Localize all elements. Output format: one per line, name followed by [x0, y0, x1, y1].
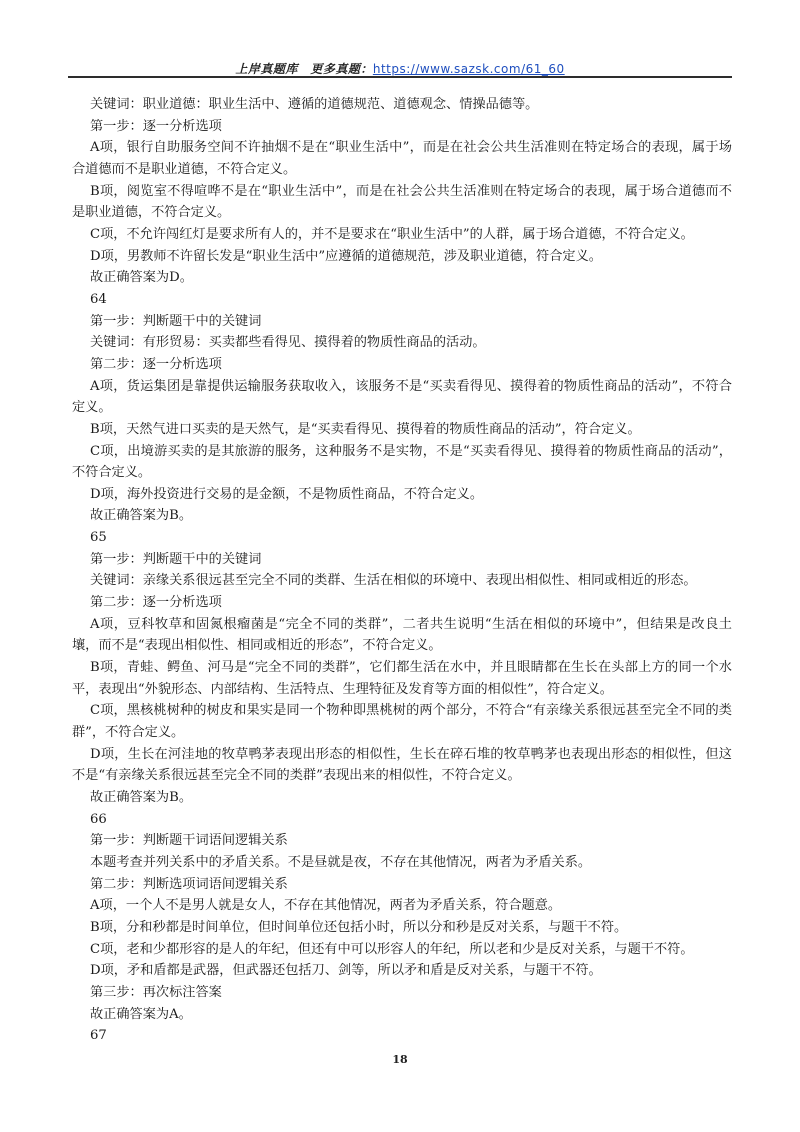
paragraph: D项，矛和盾都是武器，但武器还包括刀、剑等，所以矛和盾是反对关系，与题干不符。: [90, 963, 602, 979]
paragraph: C项，老和少都形容的是人的年纪，但还有中可以形容人的年纪，所以老和少是反对关系，与题干不符。: [90, 941, 694, 957]
paragraph: 第二步：判断选项词语间逻辑关系: [90, 876, 288, 892]
paragraph: B项，天然气进口买卖的是天然气，是“买卖看得见、摸得着的物质性商品的活动”，符合定义。: [90, 421, 641, 437]
document-body: [72, 94, 732, 1047]
paragraph: B项，青蛙、鳄鱼、河马是“完全不同的类群”，它们都生活在水中，并且眼睛都在生长在头部上方的同一个水平，表现出“外貌形态、内部结构、生活特点、生理特征及发育等方面的相似性”，符合定义。: [72, 660, 732, 697]
paragraph: B项，分和秒都是时间单位，但时间单位还包括小时，所以分和秒是反对关系，与题干不符。: [90, 919, 628, 935]
paragraph: D项，生长在河洼地的牧草鸭茅表现出形态的相似性，生长在碎石堆的牧草鸭茅也表现出形态的相似性，但这不是“有亲缘关系很远甚至完全不同的类群”表现出来的相似性，不符合定义。: [72, 746, 732, 784]
paragraph: 第三步：再次标注答案: [90, 984, 222, 1000]
paragraph: D项，男教师不许留长发是“职业生活中”应遵循的道德规范，涉及职业道德，符合定义。: [90, 248, 602, 264]
paragraph: 第一步：判断题干词语间逻辑关系: [90, 833, 288, 849]
paragraph: 关键词：有形贸易：买卖都些看得见、摸得着的物质性商品的活动。: [90, 335, 486, 351]
paragraph: D项，海外投资进行交易的是金额，不是物质性商品，不符合定义。: [90, 486, 484, 502]
header-label: 上岸真题库 更多真题：: [235, 62, 373, 76]
paragraph: A项，货运集团是靠提供运输服务获取收入，该服务不是“买卖看得见、摸得着的物质性商品的活动”，不符合定义。: [72, 378, 732, 416]
page-number: 18: [392, 1053, 408, 1066]
question-number: 67: [90, 1028, 107, 1044]
paragraph: 第二步：逐一分析选项: [90, 595, 222, 611]
paragraph: C项，不允许闯红灯是要求所有人的，并不是要求在“职业生活中”的人群，属于场合道德，不符合定义。: [90, 226, 694, 242]
paragraph: 第一步：判断题干中的关键词: [90, 551, 262, 567]
page-header: [0, 60, 800, 77]
paragraph: 故正确答案为B。: [90, 508, 193, 524]
header-link[interactable]: https://www.sazsk.com/61_60: [372, 62, 565, 76]
paragraph: 关键词：亲缘关系很远甚至完全不同的类群、生活在相似的环境中、表现出相似性、相同或相近的形态。: [90, 573, 697, 589]
paragraph: C项，黑核桃树种的树皮和果实是同一个物种即黑桃树的两个部分，不符合“有亲缘关系很远甚至完全不同的类群”，不符合定义。: [72, 703, 732, 741]
header-divider: [68, 76, 732, 78]
paragraph: A项，豆科牧草和固氮根瘤菌是“完全不同的类群”，二者共生说明“生活在相似的环境中”，但结果是改良土壤，而不是“表现出相似性、相同或相近的形态”，不符合定义。: [72, 616, 732, 654]
paragraph: A项，一个人不是男人就是女人，不存在其他情况，两者为矛盾关系，符合题意。: [90, 898, 562, 914]
question-number: 64: [90, 291, 107, 307]
paragraph: 故正确答案为D。: [90, 270, 193, 286]
paragraph: 第二步：逐一分析选项: [90, 356, 222, 372]
paragraph: 故正确答案为A。: [90, 1006, 192, 1022]
paragraph: 故正确答案为B。: [90, 790, 193, 805]
paragraph: 第一步：判断题干中的关键词: [90, 313, 262, 329]
question-number: 65: [90, 530, 107, 546]
question-number: 66: [90, 811, 107, 827]
paragraph: C项，出境游买卖的是其旅游的服务，这种服务不是实物，不是“买卖看得见、摸得着的物质性商品的活动”，不符合定义。: [72, 443, 732, 481]
paragraph: 本题考查并列关系中的矛盾关系。不是昼就是夜，不存在其他情况，两者为矛盾关系。: [90, 854, 592, 870]
paragraph: 第一步：逐一分析选项: [90, 118, 222, 134]
paragraph: 关键词：职业道德：职业生活中、遵循的道德规范、道德观念、情操品德等。: [90, 97, 539, 112]
paragraph: A项，银行自助服务空间不许抽烟不是在“职业生活中”，而是在社会公共生活准则在特定场合的表现，属于场合道德而不是职业道德，不符合定义。: [72, 140, 732, 177]
paragraph: B项，阅览室不得喧哗不是在“职业生活中”，而是在社会公共生活准则在特定场合的表现，属于场合道德而不是职业道德，不符合定义。: [72, 183, 732, 221]
